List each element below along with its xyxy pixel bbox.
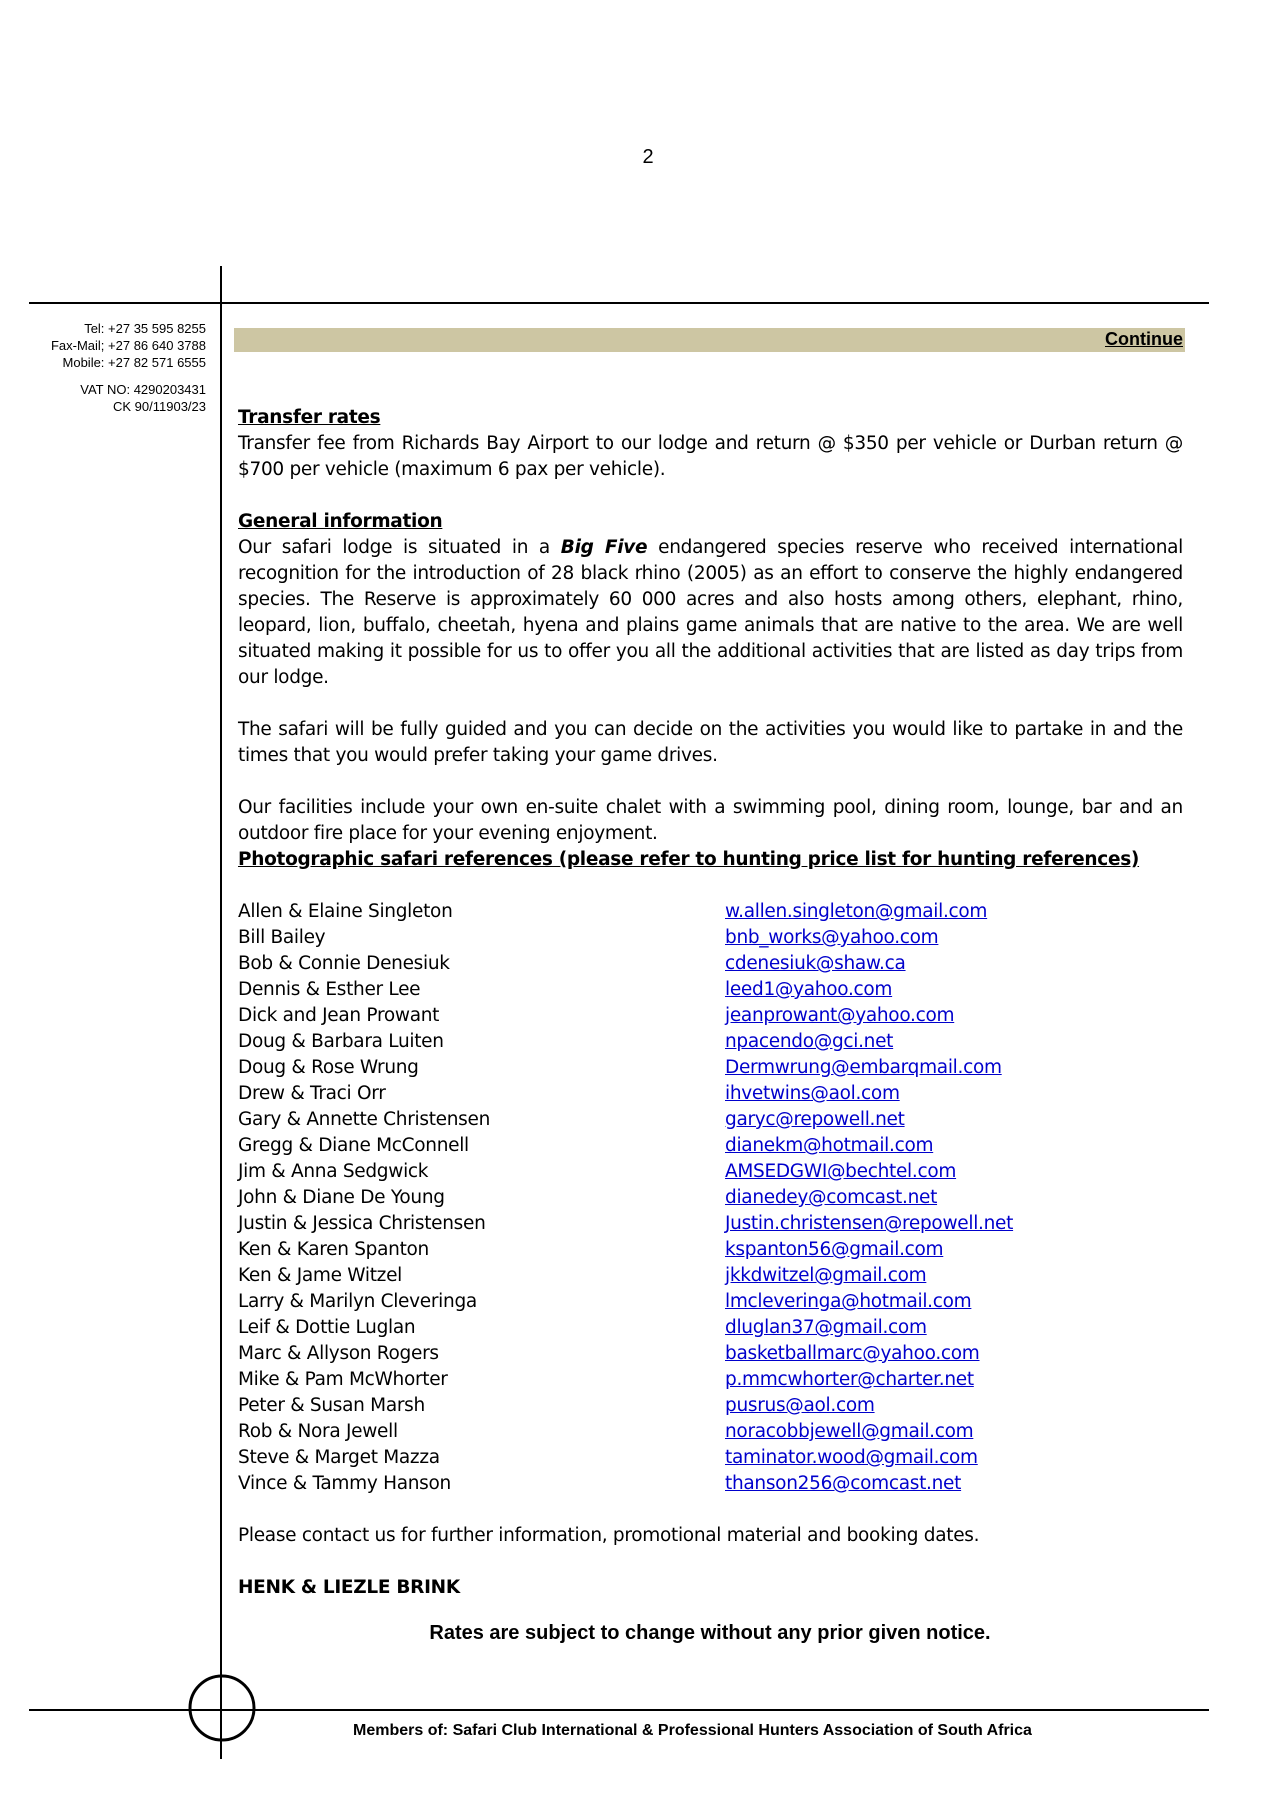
reference-row: [238, 1107, 1183, 1133]
crosshair-circle-icon: [186, 1672, 258, 1744]
general-section: [238, 509, 1183, 847]
reference-email-link[interactable]: taminator.wood@gmail.com: [725, 1447, 978, 1468]
reference-name: Dennis & Esther Lee: [238, 979, 421, 1000]
page-number: 2: [642, 146, 654, 168]
general-paragraph-3: Our facilities include your own en-suite chalet with a swimming pool, dining room, lounge, bar and an outdoor fire place for your evening enjoyment.: [238, 797, 1183, 844]
reference-name: John & Diane De Young: [238, 1187, 445, 1208]
reference-name: Gary & Annette Christensen: [238, 1109, 491, 1130]
reference-name: Gregg & Diane McConnell: [238, 1135, 469, 1156]
reference-email-link[interactable]: p.mmcwhorter@charter.net: [725, 1369, 974, 1390]
reference-name: Larry & Marilyn Cleveringa: [238, 1291, 477, 1312]
reference-row: [238, 1133, 1183, 1159]
reference-row: [238, 1471, 1183, 1497]
contact-block: [51, 320, 206, 415]
reference-name: Drew & Traci Orr: [238, 1083, 386, 1104]
footer-members: Members of: Safari Club International & Professional Hunters Association of South Africa: [353, 1722, 1032, 1739]
contact-ck: CK 90/11903/23: [113, 399, 206, 414]
reference-row: [238, 1159, 1183, 1185]
reference-email-link[interactable]: bnb_works@yahoo.com: [725, 927, 939, 948]
reference-name: Ken & Karen Spanton: [238, 1239, 429, 1260]
transfer-text: Transfer fee from Richards Bay Airport to our lodge and return @ $350 per vehicle or Durban return @ $700 per vehicle (maximum 6 pax per vehicle).: [238, 433, 1183, 480]
reference-email-link[interactable]: Dermwrung@embarqmail.com: [725, 1057, 1002, 1078]
reference-email-link[interactable]: garyc@repowell.net: [725, 1109, 905, 1130]
reference-email-link[interactable]: cdenesiuk@shaw.ca: [725, 953, 906, 974]
reference-email-link[interactable]: dianekm@hotmail.com: [725, 1135, 934, 1156]
reference-email-link[interactable]: lmcleveringa@hotmail.com: [725, 1291, 972, 1312]
reference-row: [238, 1211, 1183, 1237]
reference-name: Bill Bailey: [238, 927, 326, 948]
closing-text: Please contact us for further information, promotional material and booking dates.: [238, 1525, 980, 1546]
reference-row: [238, 1185, 1183, 1211]
reference-name: Rob & Nora Jewell: [238, 1421, 398, 1442]
reference-name: Justin & Jessica Christensen: [238, 1213, 486, 1234]
general-paragraph-1: Our safari lodge is situated in a Big Five endangered species reserve who received international recognition for the introduction of 28 black rhino (2005) as an effort to conserve the highly endangered species. The Reserve is approximately 60 000 acres and also hosts among others, elephant, rhino, leopard, lion, buffalo, cheetah, hyena and plains game animals that are native to the area. We are well situated making it possible for us to offer you all the additional activities that are listed as day trips from our lodge.: [238, 537, 1184, 688]
reference-row: [238, 977, 1183, 1003]
reference-name: Marc & Allyson Rogers: [238, 1343, 439, 1364]
reference-row: [238, 1419, 1183, 1445]
reference-row: [238, 1315, 1183, 1341]
reference-email-link[interactable]: ihvetwins@aol.com: [725, 1083, 900, 1104]
reference-row: [238, 1393, 1183, 1419]
reference-name: Doug & Barbara Luiten: [238, 1031, 444, 1052]
contact-mobile: Mobile: +27 82 571 6555: [62, 355, 206, 370]
reference-name: Mike & Pam McWhorter: [238, 1369, 448, 1390]
reference-email-link[interactable]: pusrus@aol.com: [725, 1395, 875, 1416]
reference-name: Dick and Jean Prowant: [238, 1005, 440, 1026]
reference-row: [238, 1445, 1183, 1471]
contact-tel: Tel: +27 35 595 8255: [84, 321, 206, 336]
references-heading-block: [238, 847, 1183, 873]
references-list: [238, 899, 1183, 1497]
reference-name: Steve & Marget Mazza: [238, 1447, 440, 1468]
reference-email-link[interactable]: kspanton56@gmail.com: [725, 1239, 944, 1260]
reference-email-link[interactable]: Justin.christensen@repowell.net: [725, 1213, 1014, 1234]
reference-email-link[interactable]: dianedey@comcast.net: [725, 1187, 938, 1208]
reference-name: Bob & Connie Denesiuk: [238, 953, 450, 974]
reference-email-link[interactable]: dluglan37@gmail.com: [725, 1317, 927, 1338]
general-paragraph-2: The safari will be fully guided and you can decide on the activities you would like to partake in and the times that you would prefer taking your game drives.: [238, 719, 1183, 766]
reference-name: Ken & Jame Witzel: [238, 1265, 402, 1286]
top-rule: [29, 302, 1209, 304]
signature: HENK & LIEZLE BRINK: [238, 1577, 460, 1598]
transfer-heading: Transfer rates: [238, 407, 381, 428]
reference-row: [238, 1003, 1183, 1029]
references-heading: Photographic safari references (please refer to hunting price list for hunting references): [238, 849, 1140, 870]
closing-section: [238, 1523, 1183, 1601]
reference-row: [238, 899, 1183, 925]
rates-notice: Rates are subject to change without any prior given notice.: [429, 1622, 991, 1644]
continue-link[interactable]: Continue: [1105, 329, 1183, 349]
margin-rule: [220, 266, 222, 1759]
contact-vat: VAT NO: 4290203431: [80, 382, 206, 397]
reference-name: Vince & Tammy Hanson: [238, 1473, 451, 1494]
reference-email-link[interactable]: AMSEDGWI@bechtel.com: [725, 1161, 957, 1182]
reference-row: [238, 1263, 1183, 1289]
reference-email-link[interactable]: w.allen.singleton@gmail.com: [725, 901, 988, 922]
reference-email-link[interactable]: leed1@yahoo.com: [725, 979, 893, 1000]
reference-email-link[interactable]: jeanprowant@yahoo.com: [725, 1005, 955, 1026]
reference-email-link[interactable]: npacendo@gci.net: [725, 1031, 894, 1052]
reference-row: [238, 1341, 1183, 1367]
reference-row: [238, 1289, 1183, 1315]
reference-name: Leif & Dottie Luglan: [238, 1317, 416, 1338]
reference-email-link[interactable]: thanson256@comcast.net: [725, 1473, 962, 1494]
reference-row: [238, 925, 1183, 951]
reference-name: Doug & Rose Wrung: [238, 1057, 419, 1078]
reference-name: Peter & Susan Marsh: [238, 1395, 425, 1416]
continue-bar: [234, 328, 1185, 352]
reference-row: [238, 1029, 1183, 1055]
big-five-emphasis: Big Five: [560, 537, 648, 558]
reference-email-link[interactable]: basketballmarc@yahoo.com: [725, 1343, 980, 1364]
reference-name: Jim & Anna Sedgwick: [238, 1161, 429, 1182]
reference-email-link[interactable]: jkkdwitzel@gmail.com: [725, 1265, 927, 1286]
contact-fax: Fax-Mail; +27 86 640 3788: [50, 338, 206, 353]
general-heading: General information: [238, 511, 443, 532]
reference-row: [238, 1237, 1183, 1263]
reference-row: [238, 1367, 1183, 1393]
reference-row: [238, 1055, 1183, 1081]
transfer-section: [238, 405, 1183, 483]
reference-row: [238, 951, 1183, 977]
reference-row: [238, 1081, 1183, 1107]
reference-email-link[interactable]: noracobbjewell@gmail.com: [725, 1421, 974, 1442]
reference-name: Allen & Elaine Singleton: [238, 901, 453, 922]
